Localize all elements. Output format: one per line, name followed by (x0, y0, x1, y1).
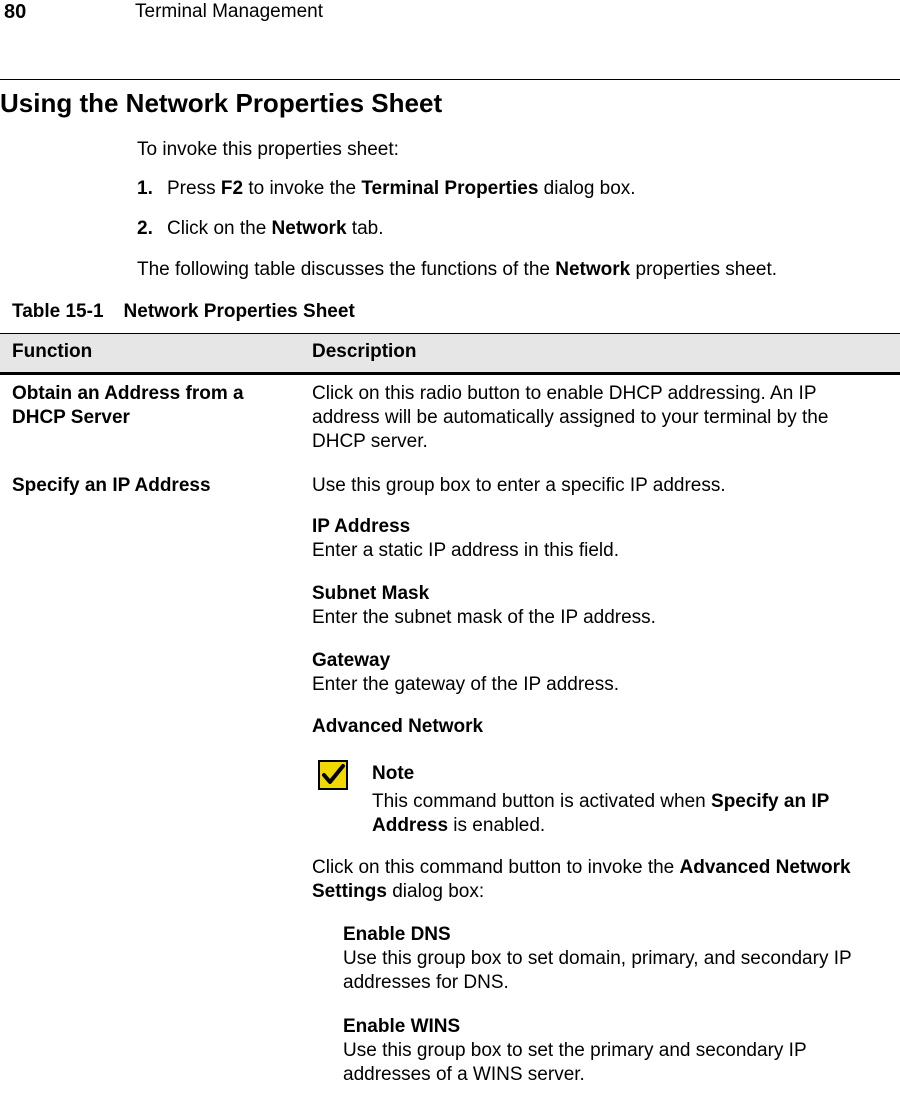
intro-text: To invoke this properties sheet: (137, 139, 399, 160)
column-header-description: Description (312, 341, 417, 362)
table-caption: Table 15-1 Network Properties Sheet (12, 301, 355, 322)
gateway-entry: Gateway Enter the gateway of the IP address. (312, 650, 620, 695)
header-rule (0, 79, 900, 80)
column-header-function: Function (12, 341, 93, 362)
enable-wins-entry: Enable WINS Use this group box to set the primary and secondary IP addresses of a WINS server. (343, 1016, 807, 1085)
function-cell-specify-ip: Specify an IP Address (12, 475, 211, 496)
following-text: The following table discusses the functions of the Network properties sheet. (137, 259, 778, 280)
description-cell-dhcp: Click on this radio button to enable DHCP addressing. An IP address will be automatically assigned to your terminal by the DHCP server. (312, 383, 829, 452)
step-number: 2. (137, 218, 153, 239)
section-title: Using the Network Properties Sheet (0, 88, 443, 118)
checkmark-icon (318, 760, 348, 790)
step-2: 2. Click on the Network tab. (137, 218, 384, 239)
advanced-network-description: Click on this command button to invoke the Advanced Network Settings dialog box: (312, 857, 851, 902)
note-title: Note (372, 763, 415, 784)
advanced-network-label: Advanced Network (312, 716, 484, 737)
note-body: This command button is activated when Specify an IP Address is enabled. (372, 791, 829, 836)
step-number: 1. (137, 178, 153, 199)
table-header-row (0, 333, 900, 374)
page-number: 80 (4, 1, 27, 23)
running-head: Terminal Management (135, 1, 323, 22)
description-specify-ip-intro: Use this group box to enter a specific IP address. (312, 475, 726, 496)
step-1: 1. Press F2 to invoke the Terminal Properties dialog box. (137, 178, 636, 199)
enable-dns-entry: Enable DNS Use this group box to set domain, primary, and secondary IP addresses for DNS. (343, 924, 852, 993)
function-cell-dhcp: Obtain an Address from a DHCP Server (12, 383, 244, 428)
table-header-rule (0, 372, 900, 375)
ip-address-entry: IP Address Enter a static IP address in this field. (312, 516, 619, 561)
subnet-mask-entry: Subnet Mask Enter the subnet mask of the IP address. (312, 583, 656, 628)
